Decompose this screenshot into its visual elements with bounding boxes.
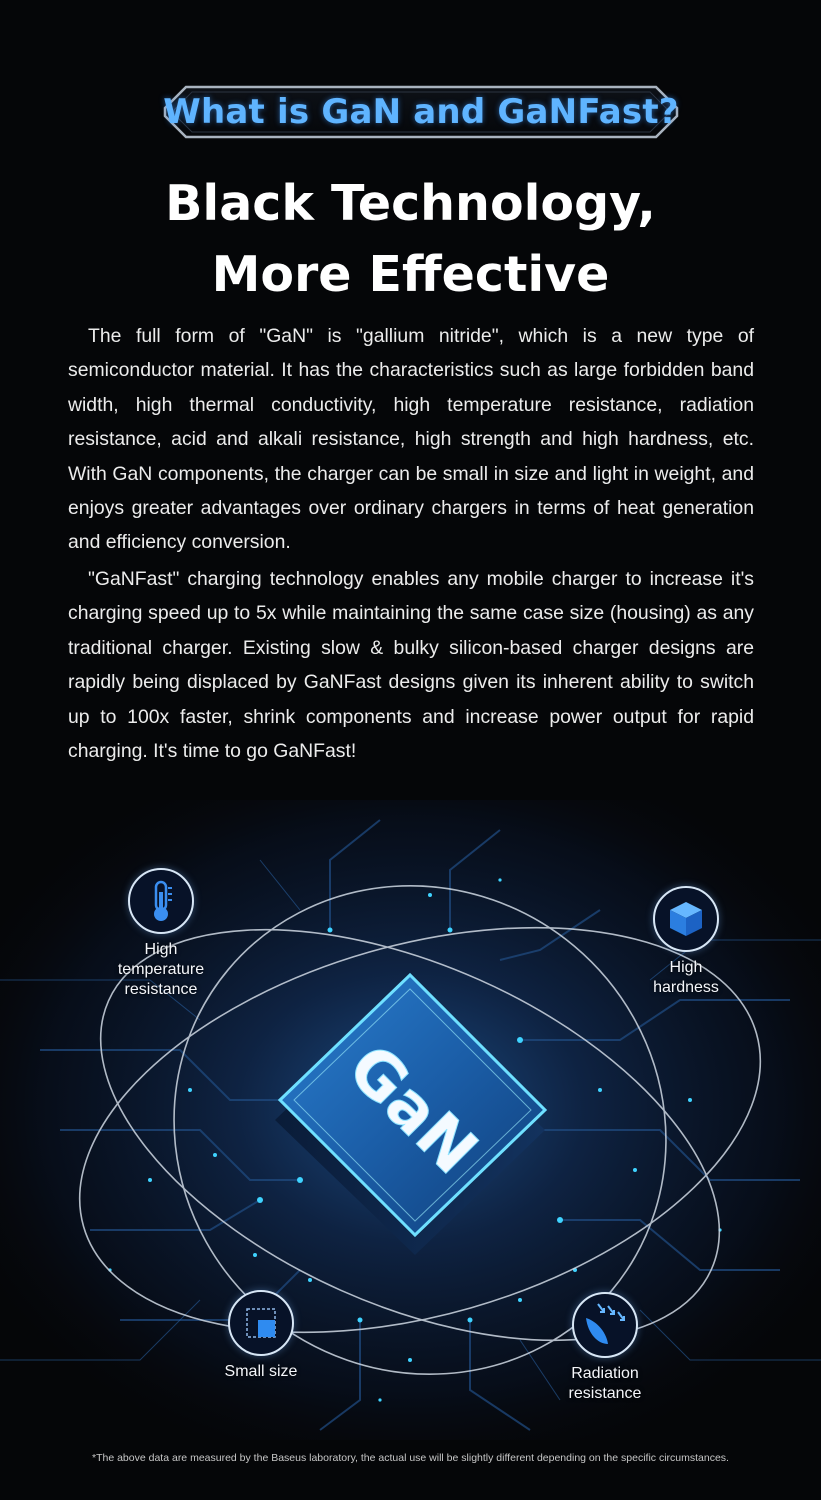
badge-title: What is GaN and GaNFast?: [163, 92, 679, 132]
gan-description: The full form of "GaN" is "gallium nitride", which is a new type of semiconductor material. It has the characteristics such as large forbidden band width, high thermal conductivity, high temperature resistance, radiation resistance, acid and alkali resistance, high strength and high hardness, etc. With GaN components, the charger can be small in size and light in weight, and enjoys greater advantages over ordinary chargers in terms of heat generation and efficiency conversion.: [68, 325, 754, 554]
small-square-icon: [228, 1290, 294, 1356]
thermometer-icon: [128, 868, 194, 934]
feature-small-size: [212, 1290, 310, 1382]
shield-arrows-icon: [572, 1292, 638, 1358]
chip-label: GaN: [333, 1030, 492, 1189]
feature-label: Small size: [224, 1363, 298, 1380]
feature-label: High temperature resistance: [117, 941, 205, 998]
feature-label: Radiation resistance: [568, 1365, 642, 1402]
title-badge: [162, 84, 680, 140]
feature-high-hardness: [640, 886, 732, 998]
ganfast-description: "GaNFast" charging technology enables any mobile charger to increase it's charging speed up to 5x while maintaining the same case size (housing) as any traditional charger. Existing slow & bulky silicon-based charger designs are rapidly being displaced by GaNFast designs given its inherent ability to switch up to 100x faster, shrink components and increase power output for rapid charging. It's time to go GaNFast!: [68, 568, 754, 763]
feature-high-temperature: [106, 868, 216, 1000]
page-title: [0, 168, 821, 310]
feature-label: High hardness: [653, 959, 719, 996]
gan-chip-illustration: [0, 800, 821, 1440]
cube-icon: [653, 886, 719, 952]
footnote: *The above data are measured by the Baseus laboratory, the actual use will be slightly different depending on the specific circumstances.: [92, 1452, 729, 1464]
title-line-1: Black Technology,: [165, 175, 656, 232]
title-line-2: More Effective: [211, 246, 610, 303]
feature-radiation-resistance: [556, 1292, 654, 1404]
